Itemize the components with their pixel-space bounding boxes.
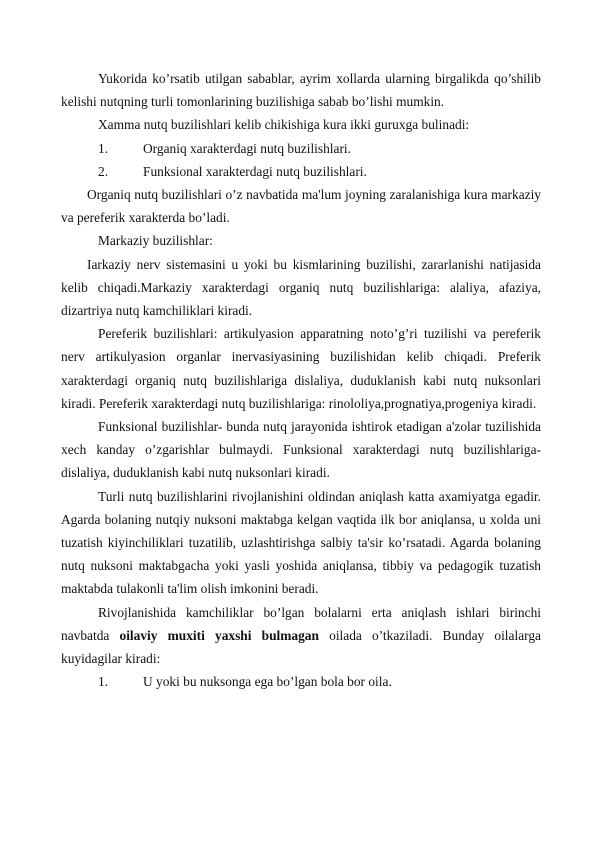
paragraph-family-before: Rivojlanishida kamchiliklar bo’lgan bolalarni erta aniqlash ishlari birinchi navbatda <box>61 604 541 643</box>
list-number: 2. <box>98 163 109 179</box>
paragraph-family <box>61 601 541 671</box>
paragraph-organic: Organiq nutq buzilishlari o’z navbatida ma'lum joyning zaralanishiga kura markaziy va pereferik xarakterda bo’ladi. <box>61 187 541 226</box>
list-text: U yoki bu nuksonga ega bo’lgan bola bor oila. <box>143 674 392 690</box>
list-item-functional <box>61 160 541 183</box>
paragraph-causes: Yukorida ko’rsatib utilgan sabablar, ayrim xollarda ularning birgalikda qo’shilib kelishi nutqning turli tomonlarining buzilishiga sabab bo’lishi mumkin. <box>61 71 541 110</box>
list-number: 1. <box>98 140 109 156</box>
paragraph-central: Iarkaziy nerv sistemasini u yoki bu kismlarining buzilishi, zararlanishi natijasida kelib chiqadi.Markaziy xarakterdagi organiq nutq buzilishlariga: alaliya, afaziya, dizartriya nutq kamchiliklari kiradi. <box>61 256 541 319</box>
paragraph-central-heading: Markaziy buzilishlar: <box>98 233 213 249</box>
paragraph-functional: Funksional buzilishlar- bunda nutq jarayonida ishtirok etadigan a'zolar tuzilishida xech kanday o’zgarishlar bulmaydi. Funksional xarakterdagi nutq buzilishlariga- dislaliya, duduklanish kabi nutq nuksonlari kiradi. <box>61 419 541 481</box>
list-text: Funksional xarakterdagi nutq buzilishlari. <box>143 163 367 179</box>
document-page <box>61 67 541 693</box>
paragraph-early-detection: Turli nutq buzilishlarini rivojlanishini oldindan aniqlash katta axamiyatga egadir. Agarda bolaning nutqiy nuksoni maktabga kelgan vaqtida ilk bor aniqlansa, u xolda uni tuzatish kiyinchiliklari tuzatilib, uzlashtirishga salbiy ta'sir ko’rsatadi. Agarda bolaning nutq nuksoni maktabgacha yoki yasli yoshida aniqlansa, tibbiy va pedagogik tuzatish maktabda tulakonli ta'lim olish imkonini beradi. <box>61 488 541 597</box>
paragraph-peripheral: Pereferik buzilishlari: artikulyasion apparatning noto’g’ri tuzilishi va pereferik nerv artikulyasion organlar inervasiyasining buzilishidan kelib chiqadi. Preferik xarakterdagi organiq nutq buzilishlariga dislaliya, duduklanish kabi nutq nuksonlari kiradi. Pereferik xarakterdagi nutq buzilishlariga: rinololiya,prognatiya,progeniya kiradi. <box>61 326 541 411</box>
list-item-organic <box>61 137 541 160</box>
paragraph-family-after: oilada o’tkaziladi. Bunday oilalarga kuyidagilar kiradi: <box>61 627 541 667</box>
paragraph-classification: Xamma nutq buzilishlari kelib chikishiga kura ikki guruxga bulinadi: <box>98 117 470 133</box>
list-item-family-type <box>61 670 541 693</box>
list-text: Organiq xarakterdagi nutq buzilishlari. <box>143 140 351 156</box>
list-number: 1. <box>98 674 109 690</box>
paragraph-family-bold: oilaviy muxiti yaxshi bulmagan <box>119 627 319 643</box>
